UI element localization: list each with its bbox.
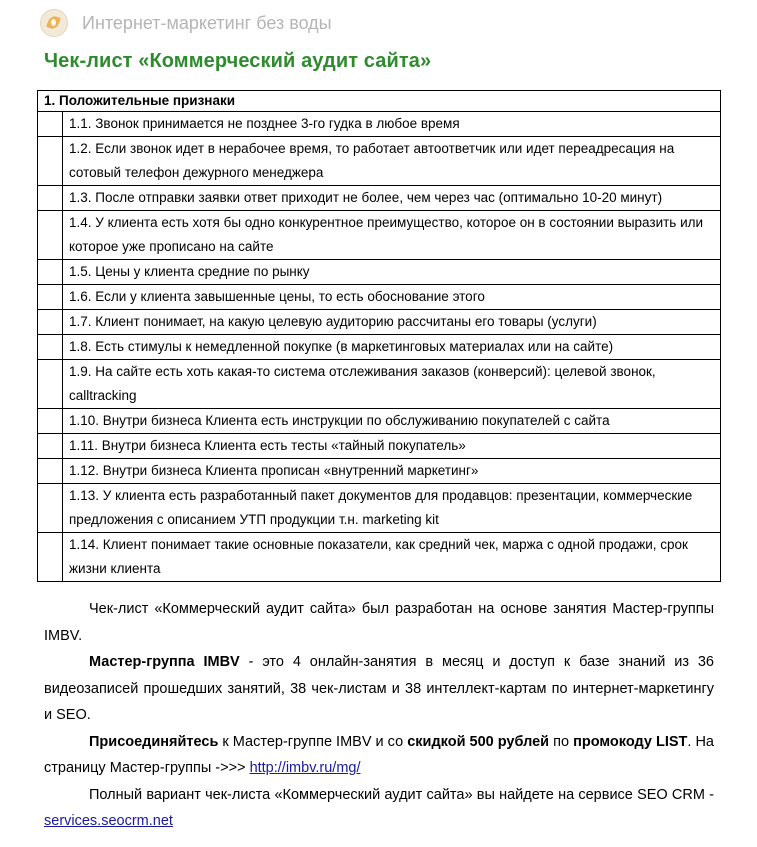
page-title: Чек-лист «Коммерческий аудит сайта» bbox=[44, 50, 432, 72]
checklist-item-text: 1.7. Клиент понимает, на какую целевую аудиторию рассчитаны его товары (услуги) bbox=[63, 310, 721, 335]
checklist-item-text: 1.3. После отправки заявки ответ приходит не более, чем через час (оптимально 10-20 минут) bbox=[63, 186, 721, 211]
checkbox-cell[interactable] bbox=[38, 211, 63, 260]
checkbox-cell[interactable] bbox=[38, 285, 63, 310]
checklist-row bbox=[38, 186, 721, 211]
checkbox-cell[interactable] bbox=[38, 137, 63, 186]
checkbox-cell[interactable] bbox=[38, 484, 63, 533]
checklist-item-text: 1.4. У клиента есть хотя бы одно конкурентное преимущество, которое он в состоянии выразить или которое уже прописано на сайте bbox=[63, 211, 721, 260]
checkbox-cell[interactable] bbox=[38, 310, 63, 335]
checklist-item-text: 1.14. Клиент понимает такие основные показатели, как средний чек, маржа с одной продажи, срок жизни клиента bbox=[63, 533, 721, 582]
checklist-row bbox=[38, 112, 721, 137]
checklist-item-text: 1.2. Если звонок идет в нерабочее время, то работает автоответчик или идет переадресация на сотовый телефон дежурного менеджера bbox=[63, 137, 721, 186]
checklist-item-text: 1.9. На сайте есть хоть какая-то система отслеживания заказов (конверсий): целевой звонок, calltracking bbox=[63, 360, 721, 409]
checklist-table bbox=[37, 90, 721, 582]
checklist-row bbox=[38, 434, 721, 459]
join-text-3: . На страницу Мастер-группы ->>> bbox=[44, 733, 714, 776]
checklist-item-text: 1.5. Цены у клиента средние по рынку bbox=[63, 260, 721, 285]
checklist-row bbox=[38, 211, 721, 260]
checklist-row bbox=[38, 533, 721, 582]
checklist-item-text: 1.6. Если у клиента завышенные цены, то есть обоснование этого bbox=[63, 285, 721, 310]
full-version-text: Полный вариант чек-листа «Коммерческий аудит сайта» вы найдете на сервисе SEO CRM - bbox=[89, 786, 714, 803]
promo-bold: промокоду LIST bbox=[573, 733, 688, 750]
checkbox-cell[interactable] bbox=[38, 533, 63, 582]
checklist-row bbox=[38, 459, 721, 484]
seocrm-link[interactable]: services.seocrm.net bbox=[44, 813, 173, 829]
checkbox-cell[interactable] bbox=[38, 409, 63, 434]
checklist-item-text: 1.10. Внутри бизнеса Клиента есть инструкции по обслуживанию покупателей с сайта bbox=[63, 409, 721, 434]
master-group-text: - это 4 онлайн-занятия в месяц и доступ к базе знаний из 36 видеозаписей прошедших занятий, 38 чек-листам и 38 интеллект-картам по интернет-маркетингу и SEO. bbox=[44, 654, 714, 723]
checkbox-cell[interactable] bbox=[38, 260, 63, 285]
paragraph-full-version bbox=[44, 782, 714, 835]
section-header-row bbox=[38, 91, 721, 112]
checklist-row bbox=[38, 335, 721, 360]
master-group-bold: Мастер-группа IMBV bbox=[89, 654, 240, 670]
checklist-row bbox=[38, 310, 721, 335]
checklist-row bbox=[38, 285, 721, 310]
checklist-row bbox=[38, 409, 721, 434]
checklist-item-text: 1.8. Есть стимулы к немедленной покупке (в маркетинговых материалах или на сайте) bbox=[63, 335, 721, 360]
checklist-row bbox=[38, 484, 721, 533]
checklist-item-text: 1.1. Звонок принимается не позднее 3-го гудка в любое время bbox=[63, 112, 721, 137]
checkbox-cell[interactable] bbox=[38, 459, 63, 484]
checkbox-cell[interactable] bbox=[38, 112, 63, 137]
checklist-row bbox=[38, 137, 721, 186]
paragraph-master-group bbox=[44, 649, 714, 729]
checkbox-cell[interactable] bbox=[38, 335, 63, 360]
paragraph-origin: Чек-лист «Коммерческий аудит сайта» был разработан на основе занятия Мастер-группы IMBV. bbox=[44, 601, 714, 644]
join-text-1: к Мастер-группе IMBV и со bbox=[218, 733, 408, 750]
discount-bold: скидкой 500 рублей bbox=[407, 733, 550, 750]
paragraph-join bbox=[44, 729, 714, 782]
join-bold: Присоединяйтесь bbox=[89, 733, 219, 750]
checklist-row bbox=[38, 360, 721, 409]
checklist-row bbox=[38, 260, 721, 285]
checkbox-cell[interactable] bbox=[38, 186, 63, 211]
header bbox=[40, 8, 332, 38]
checklist-item-text: 1.11. Внутри бизнеса Клиента есть тесты «тайный покупатель» bbox=[63, 434, 721, 459]
master-group-link[interactable]: http://imbv.ru/mg/ bbox=[249, 760, 361, 776]
section-title: 1. Положительные признаки bbox=[38, 91, 721, 112]
description bbox=[44, 596, 714, 835]
checkbox-cell[interactable] bbox=[38, 434, 63, 459]
checkbox-cell[interactable] bbox=[38, 360, 63, 409]
checklist-item-text: 1.12. Внутри бизнеса Клиента прописан «внутренний маркетинг» bbox=[63, 459, 721, 484]
logo-icon bbox=[40, 9, 68, 37]
checklist-item-text: 1.13. У клиента есть разработанный пакет документов для продавцов: презентации, коммерческие предложения с описанием УТП продукции т.н. marketing kit bbox=[63, 484, 721, 533]
join-text-2: по bbox=[549, 733, 574, 750]
site-name: Интернет-маркетинг без воды bbox=[82, 12, 332, 33]
